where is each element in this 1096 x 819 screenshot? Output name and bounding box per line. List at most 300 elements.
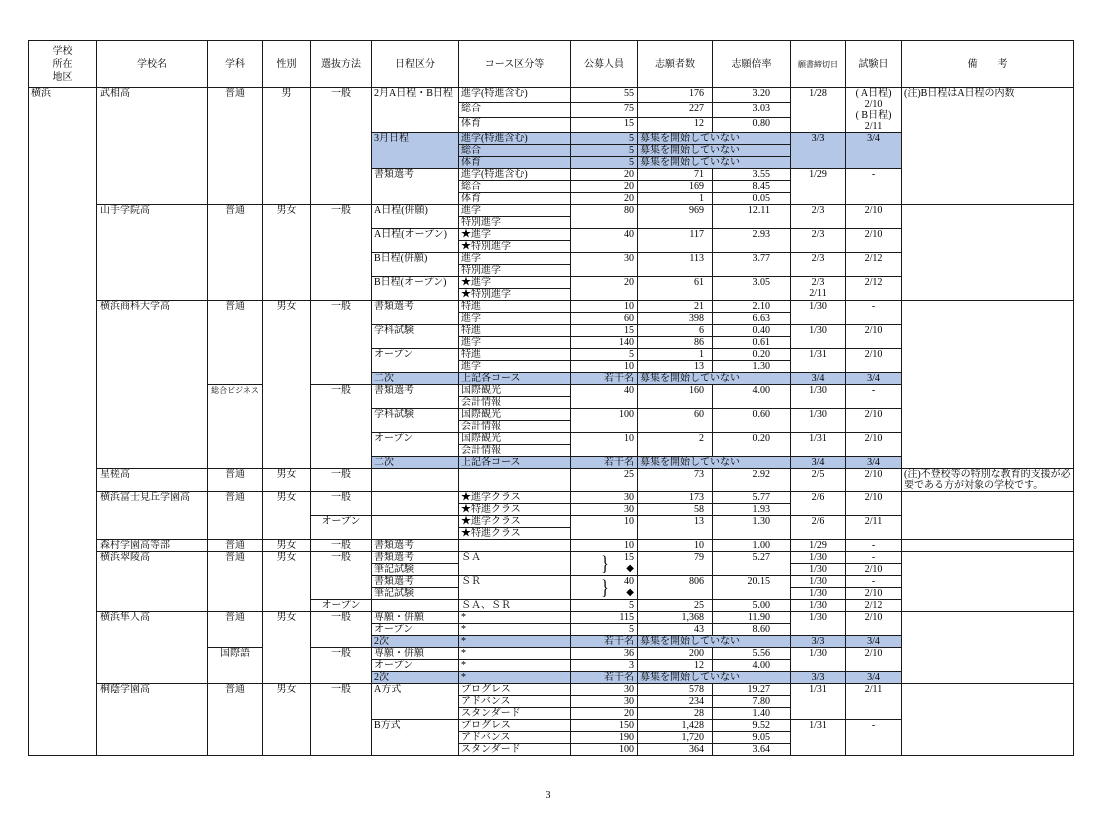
cell-gender: 男 xyxy=(263,88,311,205)
cell-course: * xyxy=(459,648,571,660)
cell-ratio: 0.20 xyxy=(713,433,791,457)
cell-course: ★進学 xyxy=(459,277,571,289)
header-course: コース区分等 xyxy=(459,41,571,88)
cell-course xyxy=(459,469,571,492)
cell-deadline: 2/5 xyxy=(791,469,846,492)
cell-deadline: 1/30 xyxy=(791,564,846,576)
cell-schedule: オープン xyxy=(372,624,459,636)
cell-schedule: 筆記試験 xyxy=(372,564,459,576)
cell-exam-date: 2/10 xyxy=(846,433,902,457)
cell-remarks: (注)不登校等の特別な教育的支援が必要である方が対象の学校です。 xyxy=(902,469,1074,492)
cell-deadline: 1/30 xyxy=(791,612,846,636)
cell-course: ★進学 xyxy=(459,229,571,241)
cell-ratio: 3.20 xyxy=(713,88,791,103)
cell-schedule: 二次 xyxy=(372,457,459,469)
cell-quota: 3 xyxy=(571,660,638,672)
cell-school-name: 星槎高 xyxy=(97,469,208,492)
cell-deadline: 1/31 xyxy=(791,349,846,373)
cell-line: 40 xyxy=(624,576,634,587)
cell-quota: 60 xyxy=(571,313,638,325)
cell-applicants: 25 xyxy=(638,600,713,612)
cell-quota: 55 xyxy=(571,88,638,103)
cell-exam-date: - xyxy=(846,552,902,564)
cell-selection-method: 一般 xyxy=(311,684,372,756)
cell-exam-date: 2/10 xyxy=(846,205,902,229)
cell-ratio: 2.10 xyxy=(713,301,791,313)
cell-course: 特進 xyxy=(459,301,571,313)
cell-deadline: 2/3 xyxy=(791,253,846,277)
brace-icon: } xyxy=(601,551,609,575)
table-row xyxy=(29,552,1074,564)
cell-quota: 10 xyxy=(571,540,638,552)
cell-deadline: 1/30 xyxy=(791,576,846,588)
cell-selection-method: 一般 xyxy=(311,540,372,552)
cell-deadline: 1/31 xyxy=(791,433,846,457)
cell-schedule: 3月日程 xyxy=(372,133,459,169)
header-department: 学科 xyxy=(208,41,263,88)
cell-exam-date: 3/4 xyxy=(846,457,902,469)
cell-exam-date xyxy=(846,88,902,133)
cell-remarks xyxy=(902,612,1074,684)
cell-applicants: 364 xyxy=(638,744,713,756)
cell-school-name: 横浜隼人高 xyxy=(97,612,208,684)
cell-applicants: 募集を開始していない xyxy=(638,636,791,648)
cell-deadline: 2/6 xyxy=(791,492,846,516)
cell-course: 進学(特進含む) xyxy=(459,133,571,145)
cell-ratio: 6.63 xyxy=(713,313,791,325)
cell-ratio: 2.92 xyxy=(713,469,791,492)
cell-exam-date: 2/12 xyxy=(846,277,902,301)
cell-quota: 36 xyxy=(571,648,638,660)
table-header xyxy=(29,41,1074,88)
cell-schedule: 専願・併願 xyxy=(372,648,459,660)
cell-course: 特進 xyxy=(459,325,571,337)
cell-course: プログレス xyxy=(459,684,571,696)
cell-selection-method: オープン xyxy=(311,600,372,612)
cell-applicants: 28 xyxy=(638,708,713,720)
cell-ratio: 8.60 xyxy=(713,624,791,636)
cell-course: 体育 xyxy=(459,193,571,205)
cell-department: 普通 xyxy=(208,540,263,552)
cell-course: 総合 xyxy=(459,181,571,193)
cell-quota: 20 xyxy=(571,181,638,193)
cell-quota: 30 xyxy=(571,492,638,504)
cell-line: 2/11 xyxy=(809,288,827,299)
cell-schedule: 2次 xyxy=(372,672,459,684)
cell-schedule: B日程(併願) xyxy=(372,253,459,277)
cell-remarks xyxy=(902,301,1074,469)
cell-quota: 20 xyxy=(571,277,638,301)
cell-ratio: 1.00 xyxy=(713,540,791,552)
cell-applicants: 募集を開始していない xyxy=(638,457,791,469)
cell-exam-date: 2/12 xyxy=(846,253,902,277)
header-quota: 公募人員 xyxy=(571,41,638,88)
table-body xyxy=(29,88,1074,756)
cell-gender: 男女 xyxy=(263,684,311,756)
cell-school-name: 横浜翠陵高 xyxy=(97,552,208,612)
cell-line: 2/3 xyxy=(811,277,825,288)
cell-ratio: 0.40 xyxy=(713,325,791,337)
cell-applicants: 79 xyxy=(638,552,713,576)
cell-gender: 男女 xyxy=(263,301,311,469)
cell-course: 会計情報 xyxy=(459,397,571,409)
cell-line: ◆ xyxy=(626,587,634,598)
cell-school-name: 山手学院高 xyxy=(97,205,208,301)
cell-quota: 10 xyxy=(571,516,638,540)
cell-applicants: 6 xyxy=(638,325,713,337)
cell-exam-date: - xyxy=(846,169,902,205)
cell-deadline: 1/31 xyxy=(791,720,846,756)
cell-applicants: 117 xyxy=(638,229,713,253)
cell-applicants: 73 xyxy=(638,469,713,492)
cell-ratio: 0.61 xyxy=(713,337,791,349)
cell-district: 横浜 xyxy=(29,88,97,756)
cell-course: ＳＡ xyxy=(459,552,571,576)
cell-course: ＳＡ、ＳＲ xyxy=(459,600,571,612)
cell-course: * xyxy=(459,612,571,624)
cell-quota: 30 xyxy=(571,684,638,696)
cell-gender: 男女 xyxy=(263,469,311,492)
cell-remarks xyxy=(902,540,1074,552)
cell-ratio: 4.00 xyxy=(713,660,791,672)
cell-selection-method: 一般 xyxy=(311,492,372,516)
cell-quota: 15 xyxy=(571,118,638,133)
cell-ratio: 0.60 xyxy=(713,409,791,433)
cell-selection-method: 一般 xyxy=(311,88,372,205)
cell-quota: 5 xyxy=(571,624,638,636)
cell-exam-date: 2/10 xyxy=(846,409,902,433)
cell-quota: 10 xyxy=(571,361,638,373)
cell-gender: 男女 xyxy=(263,612,311,684)
cell-quota: 5 xyxy=(571,600,638,612)
admissions-table xyxy=(28,40,1074,756)
cell-schedule: 書類選考 xyxy=(372,552,459,564)
cell-line: 2/10 xyxy=(864,99,883,110)
cell-deadline: 1/30 xyxy=(791,385,846,409)
cell-deadline: 1/30 xyxy=(791,600,846,612)
brace-icon: } xyxy=(601,575,609,599)
cell-department: 普通 xyxy=(208,552,263,612)
cell-applicants: 1 xyxy=(638,349,713,361)
cell-department: 普通 xyxy=(208,684,263,756)
cell-ratio: 1.30 xyxy=(713,361,791,373)
cell-selection-method: 一般 xyxy=(311,385,372,469)
cell-quota xyxy=(571,552,638,576)
cell-applicants: 113 xyxy=(638,253,713,277)
cell-exam-date: 2/10 xyxy=(846,564,902,576)
page-number: 3 xyxy=(545,790,551,801)
header-gender: 性別 xyxy=(263,41,311,88)
cell-quota: 20 xyxy=(571,193,638,205)
header-deadline: 願書締切日 xyxy=(791,41,846,88)
cell-quota: 30 xyxy=(571,696,638,708)
cell-line: 15 xyxy=(624,552,634,563)
cell-schedule xyxy=(372,516,459,540)
cell-applicants: 227 xyxy=(638,103,713,118)
header-exam-date: 試験日 xyxy=(846,41,902,88)
cell-course: 会計情報 xyxy=(459,445,571,457)
cell-course: ★特進クラス xyxy=(459,504,571,516)
cell-ratio: 0.20 xyxy=(713,349,791,361)
cell-applicants: 12 xyxy=(638,660,713,672)
cell-exam-date: - xyxy=(846,576,902,588)
cell-schedule xyxy=(372,492,459,516)
header-school-name: 学校名 xyxy=(97,41,208,88)
cell-course: * xyxy=(459,660,571,672)
cell-ratio: 3.77 xyxy=(713,253,791,277)
cell-ratio: 2.93 xyxy=(713,229,791,253)
cell-course: 特別進学 xyxy=(459,265,571,277)
cell-quota: 140 xyxy=(571,337,638,349)
cell-deadline: 3/3 xyxy=(791,636,846,648)
cell-applicants: 43 xyxy=(638,624,713,636)
cell-ratio: 7.80 xyxy=(713,696,791,708)
cell-applicants: 募集を開始していない xyxy=(638,373,791,385)
cell-ratio: 4.00 xyxy=(713,385,791,409)
cell-schedule: オープン xyxy=(372,660,459,672)
cell-exam-date: - xyxy=(846,385,902,409)
cell-applicants: 1 xyxy=(638,193,713,205)
cell-schedule: オープン xyxy=(372,349,459,373)
cell-deadline: 1/30 xyxy=(791,552,846,564)
cell-line: ( B日程) xyxy=(855,110,892,121)
cell-schedule: B日程(オープン) xyxy=(372,277,459,301)
cell-applicants: 969 xyxy=(638,205,713,229)
cell-applicants: 10 xyxy=(638,540,713,552)
cell-schedule: 2次 xyxy=(372,636,459,648)
cell-quota: 20 xyxy=(571,169,638,181)
cell-schedule: 二次 xyxy=(372,373,459,385)
cell-course: ★特進クラス xyxy=(459,528,571,540)
cell-exam-date: 2/10 xyxy=(846,648,902,672)
header-district-line: 地区 xyxy=(52,71,73,83)
table-row xyxy=(29,205,1074,217)
cell-school-name: 森村学園高等部 xyxy=(97,540,208,552)
header-district-line: 学校 xyxy=(52,45,73,57)
cell-quota: 150 xyxy=(571,720,638,732)
cell-deadline: 1/28 xyxy=(791,88,846,133)
cell-quota: 15 xyxy=(571,325,638,337)
cell-quota: 若干名 xyxy=(571,672,638,684)
cell-applicants: 募集を開始していない xyxy=(638,133,791,145)
cell-deadline: 1/30 xyxy=(791,588,846,600)
cell-quota: 若干名 xyxy=(571,636,638,648)
header-selection-method: 選抜方法 xyxy=(311,41,372,88)
cell-applicants: 234 xyxy=(638,696,713,708)
cell-course: アドバンス xyxy=(459,696,571,708)
cell-schedule: B方式 xyxy=(372,720,459,756)
cell-applicants: 58 xyxy=(638,504,713,516)
cell-course: * xyxy=(459,624,571,636)
cell-schedule: A日程(オープン) xyxy=(372,229,459,253)
cell-quota: 75 xyxy=(571,103,638,118)
cell-applicants: 173 xyxy=(638,492,713,504)
cell-deadline xyxy=(791,277,846,301)
cell-course: * xyxy=(459,636,571,648)
cell-department: 普通 xyxy=(208,301,263,385)
cell-exam-date: 3/4 xyxy=(846,373,902,385)
cell-schedule xyxy=(372,469,459,492)
header-ratio: 志願倍率 xyxy=(713,41,791,88)
cell-ratio: 5.00 xyxy=(713,600,791,612)
cell-course: アドバンス xyxy=(459,732,571,744)
cell-exam-date: 2/10 xyxy=(846,469,902,492)
table-row xyxy=(29,469,1074,492)
cell-course: 進学 xyxy=(459,361,571,373)
table-row xyxy=(29,492,1074,504)
cell-deadline: 2/6 xyxy=(791,516,846,540)
cell-gender: 男女 xyxy=(263,205,311,301)
cell-applicants: 1,368 xyxy=(638,612,713,624)
cell-ratio: 5.77 xyxy=(713,492,791,504)
cell-applicants: 398 xyxy=(638,313,713,325)
cell-deadline: 1/30 xyxy=(791,648,846,672)
cell-exam-date: 3/4 xyxy=(846,636,902,648)
cell-department: 普通 xyxy=(208,612,263,648)
cell-course: 会計情報 xyxy=(459,421,571,433)
cell-applicants: 2 xyxy=(638,433,713,457)
cell-exam-date: 3/4 xyxy=(846,133,902,169)
cell-department: 普通 xyxy=(208,469,263,492)
cell-gender: 男女 xyxy=(263,492,311,540)
cell-quota: 30 xyxy=(571,504,638,516)
header-district xyxy=(29,41,97,88)
cell-quota: 80 xyxy=(571,205,638,229)
cell-selection-method: 一般 xyxy=(311,552,372,600)
cell-ratio: 1.93 xyxy=(713,504,791,516)
cell-quota: 20 xyxy=(571,708,638,720)
cell-department: 総合ビジネス xyxy=(208,385,263,469)
cell-selection-method: オープン xyxy=(311,516,372,540)
cell-quota: 若干名 xyxy=(571,373,638,385)
cell-selection-method: 一般 xyxy=(311,612,372,648)
cell-course: 国際観光 xyxy=(459,433,571,445)
cell-deadline: 1/29 xyxy=(791,169,846,205)
cell-ratio: 3.64 xyxy=(713,744,791,756)
cell-quota: 10 xyxy=(571,301,638,313)
cell-schedule: 2月A日程・B日程 xyxy=(372,88,459,133)
cell-applicants: 募集を開始していない xyxy=(638,157,791,169)
cell-ratio: 19.27 xyxy=(713,684,791,696)
cell-quota: 115 xyxy=(571,612,638,624)
cell-ratio: 3.05 xyxy=(713,277,791,301)
cell-exam-date: 2/10 xyxy=(846,229,902,253)
cell-course: 総合 xyxy=(459,145,571,157)
cell-quota: 100 xyxy=(571,744,638,756)
cell-applicants: 募集を開始していない xyxy=(638,145,791,157)
cell-remarks: (注)B日程はA日程の内数 xyxy=(902,88,1074,205)
cell-applicants: 61 xyxy=(638,277,713,301)
cell-ratio: 1.30 xyxy=(713,516,791,540)
cell-course: 国際観光 xyxy=(459,385,571,397)
table-row xyxy=(29,612,1074,624)
cell-exam-date: - xyxy=(846,540,902,552)
cell-selection-method: 一般 xyxy=(311,205,372,301)
cell-quota: 100 xyxy=(571,409,638,433)
cell-course: スタンダード xyxy=(459,708,571,720)
cell-ratio: 11.90 xyxy=(713,612,791,624)
cell-quota: 40 xyxy=(571,229,638,253)
cell-course: ★特別進学 xyxy=(459,289,571,301)
cell-school-name: 桐蔭学園高 xyxy=(97,684,208,756)
cell-quota: 5 xyxy=(571,145,638,157)
cell-course xyxy=(459,540,571,552)
header-district-line: 所在 xyxy=(52,58,73,70)
cell-schedule: 書類選考 xyxy=(372,576,459,588)
cell-schedule: 専願・併願 xyxy=(372,612,459,624)
cell-schedule xyxy=(372,600,459,612)
cell-schedule: 学科試験 xyxy=(372,409,459,433)
cell-applicants: 200 xyxy=(638,648,713,660)
cell-remarks xyxy=(902,552,1074,612)
table-row xyxy=(29,88,1074,103)
header-schedule: 日程区分 xyxy=(372,41,459,88)
cell-quota: 5 xyxy=(571,157,638,169)
cell-quota: 10 xyxy=(571,433,638,457)
cell-schedule: A方式 xyxy=(372,684,459,720)
cell-applicants: 12 xyxy=(638,118,713,133)
cell-quota: 5 xyxy=(571,133,638,145)
cell-exam-date: 2/10 xyxy=(846,349,902,373)
cell-course: スタンダード xyxy=(459,744,571,756)
cell-applicants: 1,428 xyxy=(638,720,713,732)
cell-applicants: 71 xyxy=(638,169,713,181)
cell-course: 特別進学 xyxy=(459,217,571,229)
cell-quota: 5 xyxy=(571,349,638,361)
cell-ratio: 5.27 xyxy=(713,552,791,576)
cell-deadline: 2/3 xyxy=(791,205,846,229)
cell-exam-date: 2/11 xyxy=(846,684,902,720)
cell-quota xyxy=(571,576,638,600)
cell-deadline: 1/30 xyxy=(791,325,846,349)
cell-ratio: 1.40 xyxy=(713,708,791,720)
cell-quota: 若干名 xyxy=(571,457,638,469)
cell-ratio: 12.11 xyxy=(713,205,791,229)
cell-selection-method: 一般 xyxy=(311,469,372,492)
cell-line: ( A日程) xyxy=(855,88,892,99)
cell-schedule: 学科試験 xyxy=(372,325,459,349)
cell-ratio: 0.80 xyxy=(713,118,791,133)
cell-exam-date: 2/10 xyxy=(846,492,902,516)
cell-course: 進学(特進含む) xyxy=(459,169,571,181)
cell-line: 2/11 xyxy=(864,121,883,132)
cell-course: 総合 xyxy=(459,103,571,118)
cell-schedule: 書類選考 xyxy=(372,385,459,409)
cell-course: 上記各コース xyxy=(459,457,571,469)
table-row xyxy=(29,684,1074,696)
cell-course: 特進 xyxy=(459,349,571,361)
cell-gender: 男女 xyxy=(263,552,311,612)
cell-applicants: 13 xyxy=(638,516,713,540)
cell-quota: 40 xyxy=(571,385,638,409)
cell-exam-date: 2/11 xyxy=(846,516,902,540)
cell-course: 上記各コース xyxy=(459,373,571,385)
cell-quota: 30 xyxy=(571,253,638,277)
cell-course: 進学 xyxy=(459,205,571,217)
cell-remarks xyxy=(902,684,1074,756)
cell-applicants: 578 xyxy=(638,684,713,696)
cell-course: 進学 xyxy=(459,337,571,349)
header-remarks: 備 考 xyxy=(902,41,1074,88)
cell-course: プログレス xyxy=(459,720,571,732)
header-row xyxy=(29,41,1074,88)
cell-applicants: 160 xyxy=(638,385,713,409)
cell-ratio: 8.45 xyxy=(713,181,791,193)
cell-deadline: 3/4 xyxy=(791,457,846,469)
cell-deadline: 2/3 xyxy=(791,229,846,253)
cell-ratio: 20.15 xyxy=(713,576,791,600)
header-applicants: 志願者数 xyxy=(638,41,713,88)
